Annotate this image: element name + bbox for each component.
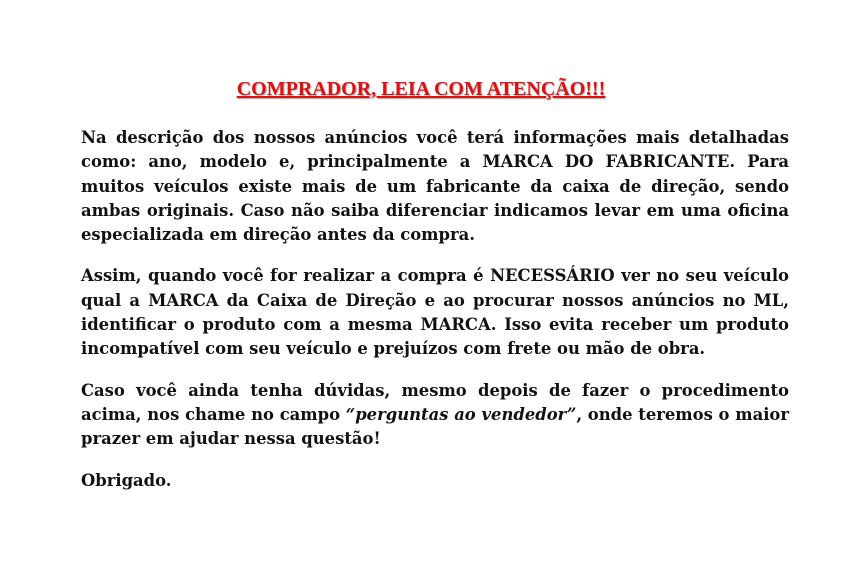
- document-body: [81, 126, 789, 493]
- paragraph-questions-start: Caso você ainda tenha dúvidas, mesmo depois de fazer o procedimento acima, nos chame no campo: [81, 380, 789, 424]
- closing-text: Obrigado.: [81, 470, 172, 490]
- paragraph-questions-end: , onde teremos o maior prazer em ajudar nessa questão!: [81, 404, 789, 449]
- paragraph-purchase-instructions: Assim, quando você for realizar a compra é NECESSÁRIO ver no seu veículo qual a MARCA da Caixa de Direção e ao procurar nossos anúncios no ML, identificar o produto com a mesma MARCA. Isso evita receber um produto incompatível com seu veículo e prejuízos com frete ou mão de obra.: [81, 266, 789, 359]
- paragraph-brand-info: Na descrição dos nossos anúncios você terá informações mais detalhadas como: ano, modelo e, principalmente a MARCA DO FABRICANTE. Para muitos veículos existe mais de um fabricante da caixa de direção, sendo ambas originais. Caso não saiba diferenciar indicamos levar em uma oficina especializada em direção antes da compra.: [81, 128, 789, 245]
- page-title: COMPRADOR, LEIA COM ATENÇÃO!!!: [236, 78, 606, 100]
- questions-field-name: “perguntas ao vendedor”: [345, 404, 577, 424]
- paragraph-questions: [81, 379, 789, 452]
